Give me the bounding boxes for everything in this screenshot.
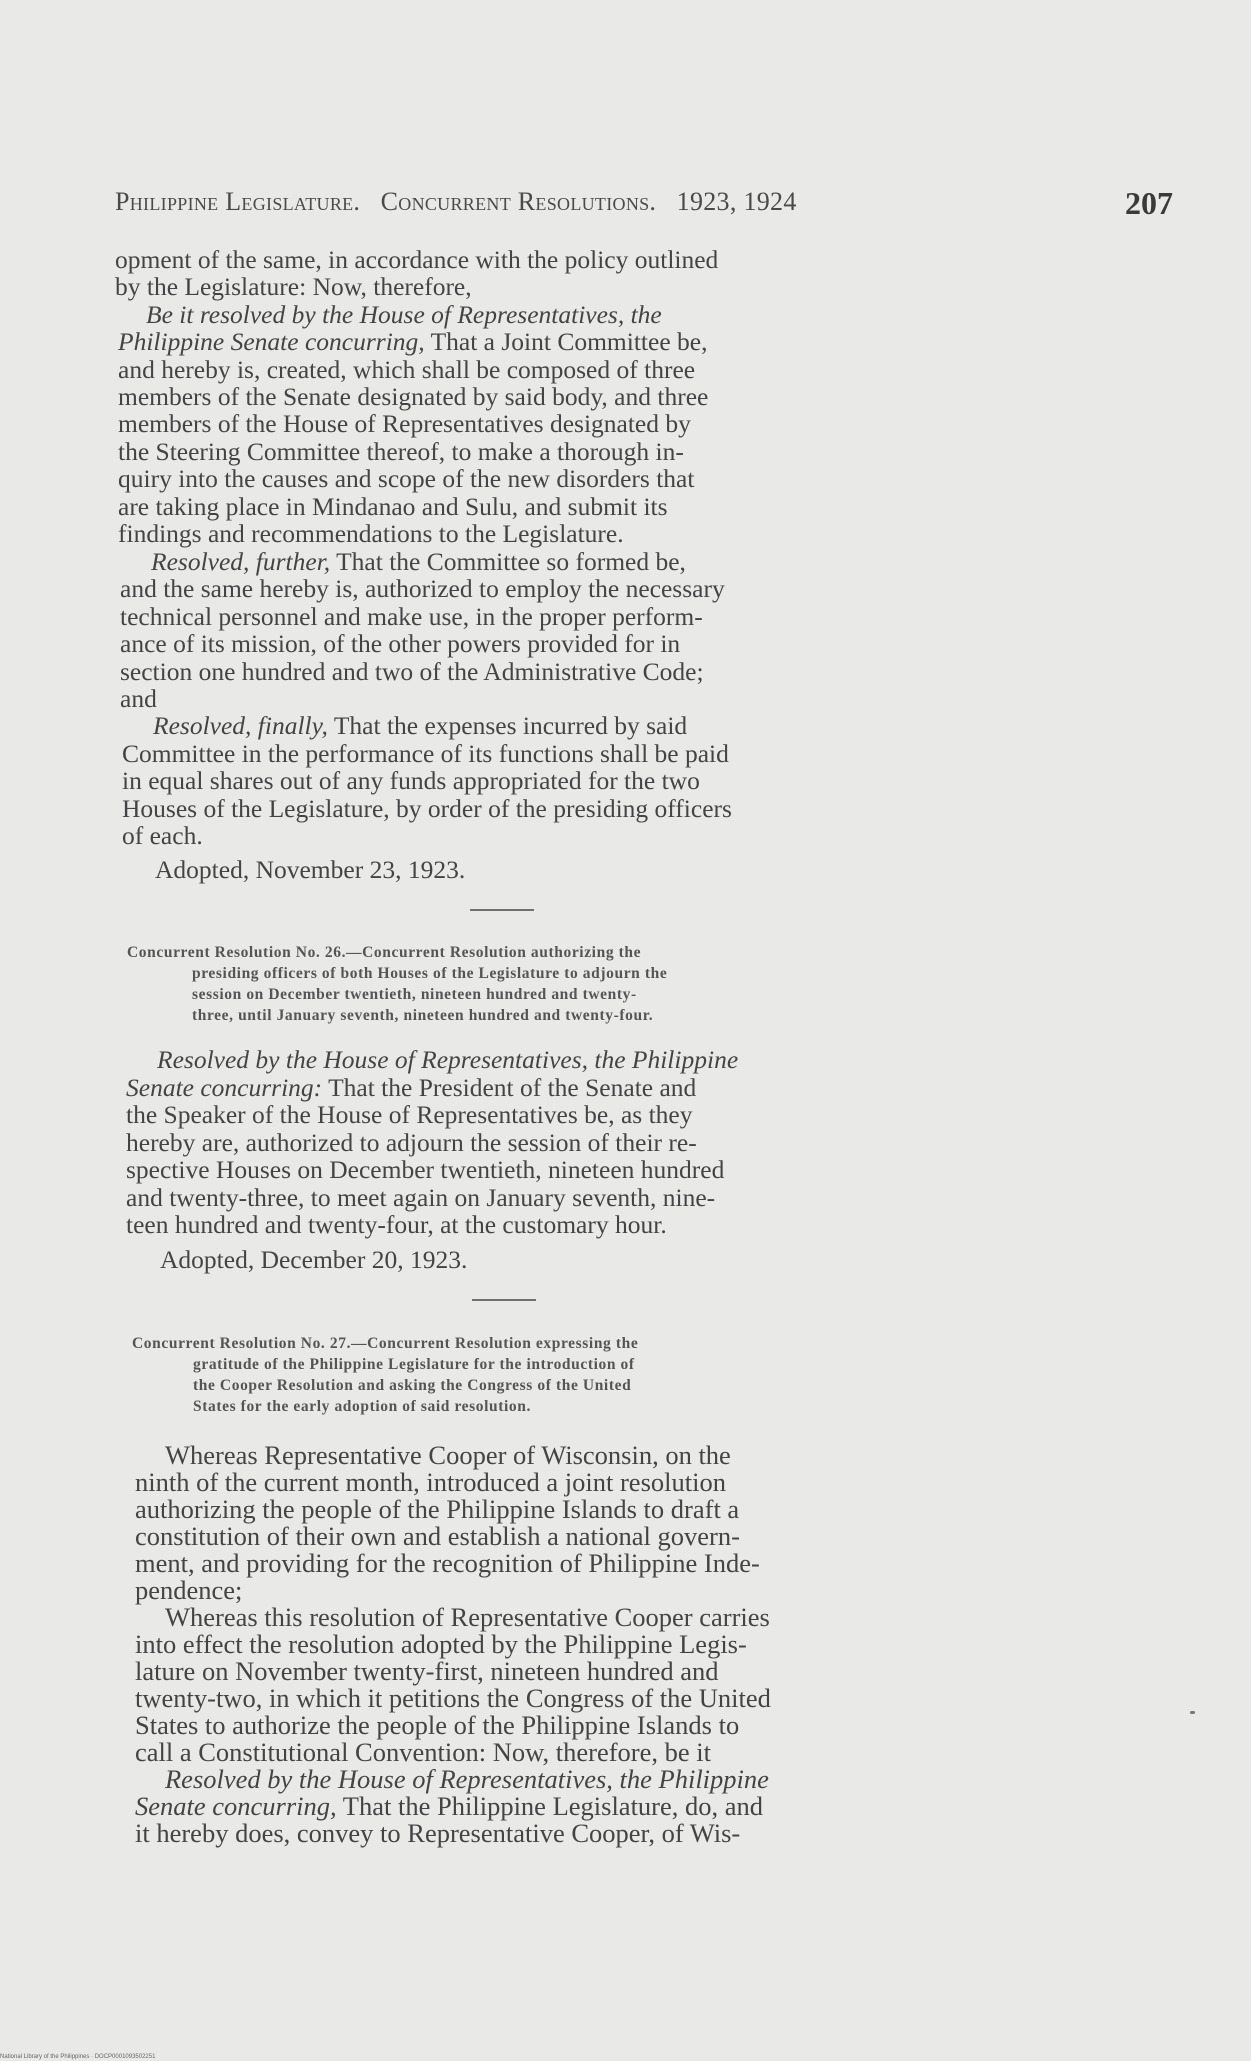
scan-speck	[1190, 1711, 1195, 1714]
text-line: constitution of their own and establish a national govern-	[135, 1521, 740, 1551]
running-head	[115, 187, 797, 217]
text-line: members of the Senate designated by said body, and three	[118, 382, 709, 411]
adopted-date: Adopted, November 23, 1923.	[155, 855, 466, 884]
archive-footer-mark: National Library of the Philippines · DOCP0001093502251	[0, 2054, 156, 2060]
text-line: opment of the same, in accordance with the policy outlined	[115, 245, 719, 274]
text-line: in equal shares out of any funds appropriated for the two	[122, 766, 700, 795]
text-line: the Speaker of the House of Representatives be, as they	[126, 1100, 693, 1129]
text-line: Committee in the performance of its functions shall be paid	[122, 739, 729, 768]
text-line: the Steering Committee thereof, to make a thorough in-	[118, 437, 684, 466]
section-divider	[472, 1299, 536, 1301]
resolution-heading: presiding officers of both Houses of the Legislature to adjourn the	[192, 965, 668, 982]
text-line: technical personnel and make use, in the proper perform-	[120, 602, 703, 631]
text-line: ance of its mission, of the other powers provided for in	[120, 629, 681, 658]
resolved-italic: Senate concurring,	[135, 1791, 337, 1821]
text-line: and twenty-three, to meet again on January seventh, nine-	[126, 1183, 716, 1212]
text-line: twenty-two, in which it petitions the Congress of the United	[135, 1683, 771, 1713]
text-line	[165, 1766, 769, 1793]
text-line	[146, 302, 662, 328]
page-number: 207	[1125, 185, 1173, 221]
resolved-italic: Resolved by the House of Representatives, the Philippine	[157, 1045, 739, 1074]
further-text: That the Committee so formed be,	[330, 547, 686, 576]
adopted-date: Adopted, December 20, 1923.	[160, 1245, 468, 1274]
resolved-italic: Be it resolved by the House of Representatives, the	[146, 300, 662, 329]
text-line: hereby are, authorized to adjourn the session of their re-	[126, 1128, 697, 1157]
text-line: into effect the resolution adopted by the Philippine Legis-	[135, 1629, 747, 1659]
running-head-legislature: Philippine Legislature.	[115, 187, 361, 216]
text-line: of each.	[122, 821, 203, 850]
resolved-text: That the Philippine Legislature, do, and	[336, 1791, 764, 1821]
resolution-heading: session on December twentieth, nineteen hundred and twenty-	[192, 986, 637, 1003]
text-line: and hereby is, created, which shall be composed of three	[118, 355, 696, 384]
text-line: Houses of the Legislature, by order of the presiding officers	[122, 794, 732, 823]
text-line	[151, 549, 686, 575]
resolution-heading: Concurrent Resolution No. 26.—Concurrent Resolution authorizing the	[127, 944, 642, 961]
text-line: it hereby does, convey to Representative Cooper, of Wis-	[135, 1818, 741, 1848]
resolution-heading: Concurrent Resolution No. 27.—Concurrent Resolution expressing the	[132, 1335, 639, 1352]
text-line: are taking place in Mindanao and Sulu, and submit its	[118, 492, 668, 521]
text-line: quiry into the causes and scope of the new disorders that	[118, 464, 695, 493]
resolved-text: That a Joint Committee be,	[424, 327, 708, 356]
finally-italic: Resolved, finally,	[153, 711, 328, 740]
text-line: Whereas Representative Cooper of Wisconsin, on the	[165, 1440, 731, 1470]
text-line: section one hundred and two of the Administrative Code;	[120, 657, 704, 686]
resolution-heading: States for the early adoption of said resolution.	[193, 1398, 531, 1415]
text-line: authorizing the people of the Philippine Islands to draft a	[135, 1494, 740, 1524]
resolved-italic: Senate concurring:	[126, 1073, 323, 1102]
text-line: ninth of the current month, introduced a joint resolution	[135, 1467, 726, 1497]
text-line: members of the House of Representatives designated by	[118, 409, 691, 438]
resolution-heading: the Cooper Resolution and asking the Congress of the United	[193, 1377, 632, 1394]
text-line	[157, 1047, 738, 1073]
resolved-text: That the President of the Senate and	[322, 1073, 697, 1102]
text-line: pendence;	[135, 1575, 243, 1605]
text-line: teen hundred and twenty-four, at the customary hour.	[126, 1210, 667, 1239]
finally-text: That the expenses incurred by said	[327, 711, 688, 740]
text-line: and the same hereby is, authorized to employ the necessary	[120, 574, 725, 603]
running-head-resolutions: Concurrent Resolutions.	[380, 187, 657, 216]
resolved-italic: Philippine Senate concurring,	[118, 327, 425, 356]
further-italic: Resolved, further,	[151, 547, 331, 576]
text-line: and	[120, 684, 157, 713]
text-line: States to authorize the people of the Philippine Islands to	[135, 1710, 740, 1740]
text-line: call a Constitutional Convention: Now, therefore, be it	[135, 1737, 711, 1767]
text-line: spective Houses on December twentieth, nineteen hundred	[126, 1155, 725, 1184]
text-line: findings and recommendations to the Legislature.	[118, 519, 624, 548]
resolution-heading: gratitude of the Philippine Legislature for the introduction of	[193, 1356, 635, 1373]
text-line	[126, 1075, 696, 1101]
resolution-heading: three, until January seventh, nineteen hundred and twenty-four.	[192, 1007, 654, 1024]
text-line: Whereas this resolution of Representative Cooper carries	[165, 1602, 770, 1632]
running-head-years: 1923, 1924	[676, 187, 797, 216]
section-divider	[470, 909, 534, 911]
resolved-italic: Resolved by the House of Representatives, the Philippine	[165, 1764, 769, 1794]
text-line	[118, 329, 707, 355]
text-line: by the Legislature: Now, therefore,	[115, 272, 472, 301]
text-line: lature on November twenty-first, nineteen hundred and	[135, 1656, 719, 1686]
text-line	[135, 1793, 763, 1820]
text-line	[153, 713, 687, 739]
text-line: ment, and providing for the recognition of Philippine Inde-	[135, 1548, 760, 1578]
